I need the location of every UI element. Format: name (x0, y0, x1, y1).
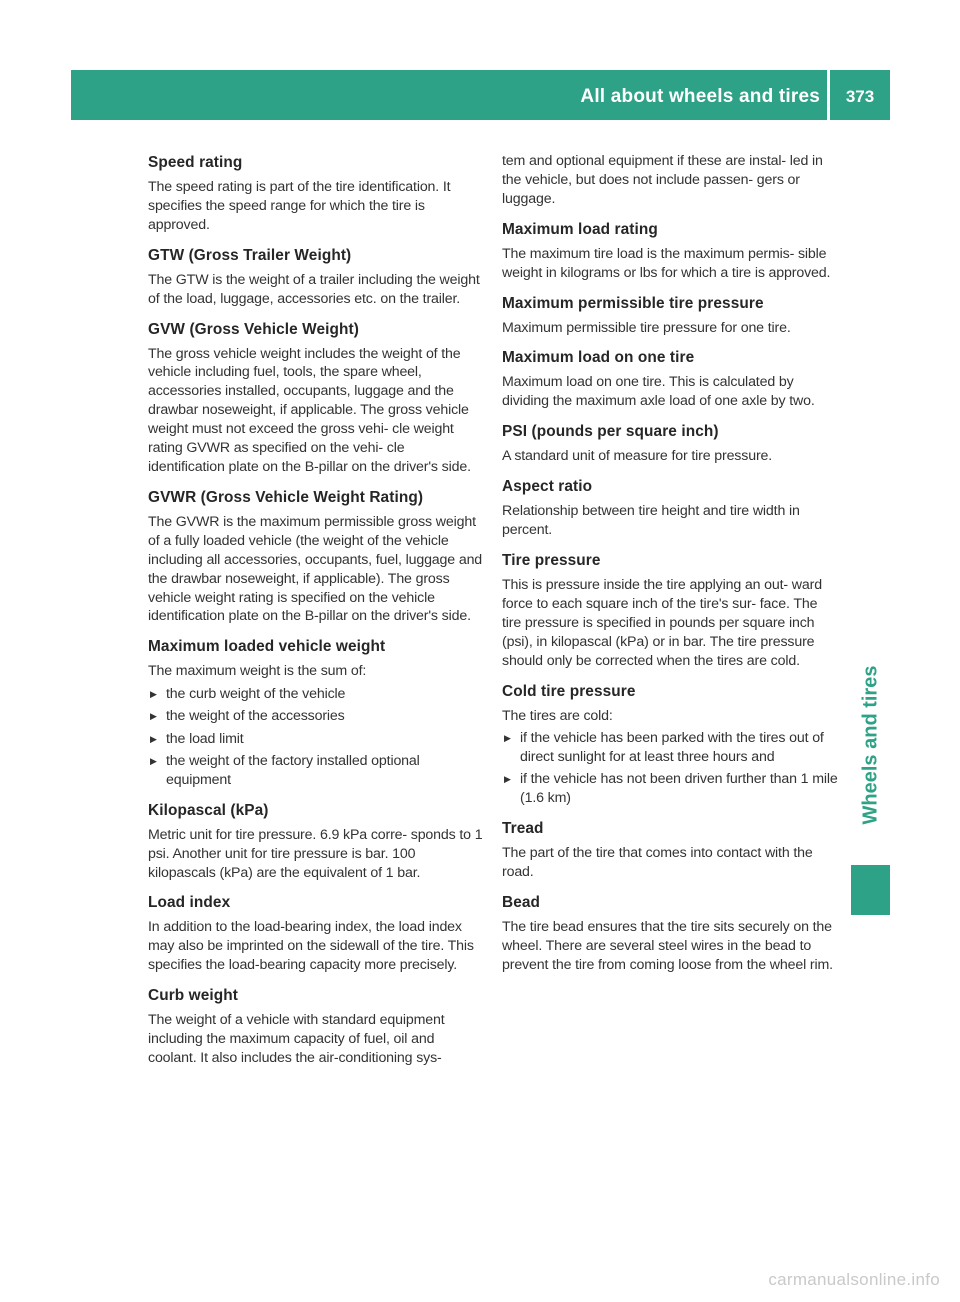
list-item (502, 729, 838, 767)
section (148, 985, 484, 1068)
list-item-text: the weight of the accessories (166, 708, 345, 725)
paragraph: The weight of a vehicle with standard equipment including the maximum capacity of fuel, oil and coolant. It also includes the air-conditioning sys- (148, 1012, 445, 1066)
section (502, 818, 838, 882)
section (502, 550, 838, 671)
section (502, 293, 838, 338)
paragraph: The maximum weight is the sum of: (148, 663, 367, 680)
section-heading: Maximum loaded vehicle weight (148, 638, 386, 656)
paragraph: Relationship between tire height and tire width in percent. (502, 503, 800, 539)
bullet-icon: ▶ (150, 711, 157, 722)
list-item-text: if the vehicle has not been driven further than 1 mile (1.6 km) (520, 771, 838, 807)
paragraph: A standard unit of measure for tire pressure. (502, 448, 773, 465)
section (502, 347, 838, 411)
paragraph: Maximum load on one tire. This is calculated by dividing the maximum axle load of one axle by two. (502, 374, 815, 410)
section-heading: GVW (Gross Vehicle Weight) (148, 320, 359, 338)
section-heading: GTW (Gross Trailer Weight) (148, 246, 352, 264)
paragraph: The tire bead ensures that the tire sits securely on the wheel. There are several steel wires in the bead to prevent the tire from coming loose from the wheel rim. (502, 918, 833, 973)
paragraph: The speed rating is part of the tire identification. It specifies the speed range for which the tire is approved. (148, 179, 451, 233)
paragraph: The maximum tire load is the maximum permis- sible weight in kilograms or lbs for which a tire is approved. (502, 245, 831, 281)
paragraph: The gross vehicle weight includes the weight of the vehicle including fuel, tools, the spare wheel, accessories installed, occupants, luggage and the drawbar noseweight, if applicable. The gross vehicle weight must not exceed the gross vehi- cle weight rating GVWR as specified on the vehi- cle identification plate on the B-pillar on the driver's side. (148, 345, 471, 475)
page-header (71, 70, 890, 120)
section-heading: Tire pressure (502, 551, 601, 569)
list-item (148, 685, 484, 704)
page-number: 373 (845, 87, 875, 106)
watermark: carmanualsonline.info (768, 1270, 940, 1289)
section (502, 219, 838, 283)
section-heading: Tread (502, 820, 544, 838)
section-heading: Bead (502, 893, 541, 911)
section-heading: PSI (pounds per square inch) (502, 423, 719, 441)
right-column (502, 152, 838, 985)
section-heading: Maximum load on one tire (502, 349, 695, 367)
bullet-list (502, 729, 838, 808)
list-item (502, 770, 838, 808)
bullet-icon: ▶ (150, 755, 157, 766)
section (148, 245, 484, 309)
section-heading: Speed rating (148, 154, 243, 171)
section (502, 152, 838, 209)
list-item-text: if the vehicle has been parked with the tires out of direct sunlight for at least three hours and (520, 729, 824, 765)
paragraph: The part of the tire that comes into contact with the road. (502, 845, 813, 880)
bullet-icon: ▶ (504, 774, 511, 785)
paragraph: Metric unit for tire pressure. 6.9 kPa corre- sponds to 1 psi. Another unit for tire pressure is bar. 100 kilopascals (kPa) are the equivalent of 1 bar. (148, 826, 483, 881)
section-title: All about wheels and tires (580, 86, 820, 107)
section (502, 476, 838, 540)
section (502, 421, 838, 466)
section (502, 681, 838, 809)
list-item (148, 752, 484, 790)
paragraph: In addition to the load-bearing index, the load index may also be imprinted on the sidewall of the tire. This specifies the load-bearing capacity more precisely. (148, 919, 474, 974)
section-heading: Aspect ratio (502, 478, 593, 496)
list-item (148, 707, 484, 726)
chapter-marker (851, 865, 890, 915)
section (148, 319, 484, 477)
paragraph: The GVWR is the maximum permissible gross weight of a fully loaded vehicle (the weight of the vehicle including all accessories, occupants, fuel, luggage and the drawbar noseweight, if applicable). The gross vehicle weight rating is specified on the vehicle identification plate on the B-pillar on the driver's side. (148, 513, 483, 625)
section (148, 800, 484, 883)
section-heading: Load index (148, 894, 231, 912)
section-heading: Kilopascal (kPa) (148, 801, 269, 819)
paragraph: Maximum permissible tire pressure for one tire. (502, 319, 791, 336)
paragraph: The tires are cold: (502, 707, 613, 724)
list-item-text: the curb weight of the vehicle (166, 685, 346, 702)
list-item-text: the weight of the factory installed optional equipment (166, 752, 420, 788)
paragraph: The GTW is the weight of a trailer including the weight of the load, luggage, accessories etc. on the trailer. (148, 271, 480, 307)
paragraph: This is pressure inside the tire applying an out- ward force to each square inch of the tire's sur- face. The tire pressure is specified in pounds per square inch (psi), in kilopascal (kPa) or in bar. The tire pressure should only be corrected when the tires are cold. (502, 576, 822, 669)
section-heading: Cold tire pressure (502, 682, 636, 700)
bullet-list (148, 685, 484, 790)
section-heading: Curb weight (148, 987, 239, 1005)
section-heading: GVWR (Gross Vehicle Weight Rating) (148, 488, 424, 506)
list-item-text: the load limit (166, 730, 244, 747)
left-column (148, 152, 484, 1078)
section (148, 636, 484, 789)
section (148, 487, 484, 626)
section-heading: Maximum load rating (502, 220, 658, 238)
section (148, 152, 484, 235)
bullet-icon: ▶ (504, 732, 511, 743)
chapter-tab (851, 640, 890, 850)
chapter-tab-label: Wheels and tires (859, 665, 881, 825)
list-item (148, 730, 484, 749)
bullet-icon: ▶ (150, 733, 157, 744)
paragraph: tem and optional equipment if these are instal- led in the vehicle, but does not include passen- gers or luggage. (502, 153, 823, 207)
section (148, 892, 484, 975)
section-heading: Maximum permissible tire pressure (502, 294, 764, 312)
section (502, 892, 838, 975)
bullet-icon: ▶ (150, 688, 157, 699)
